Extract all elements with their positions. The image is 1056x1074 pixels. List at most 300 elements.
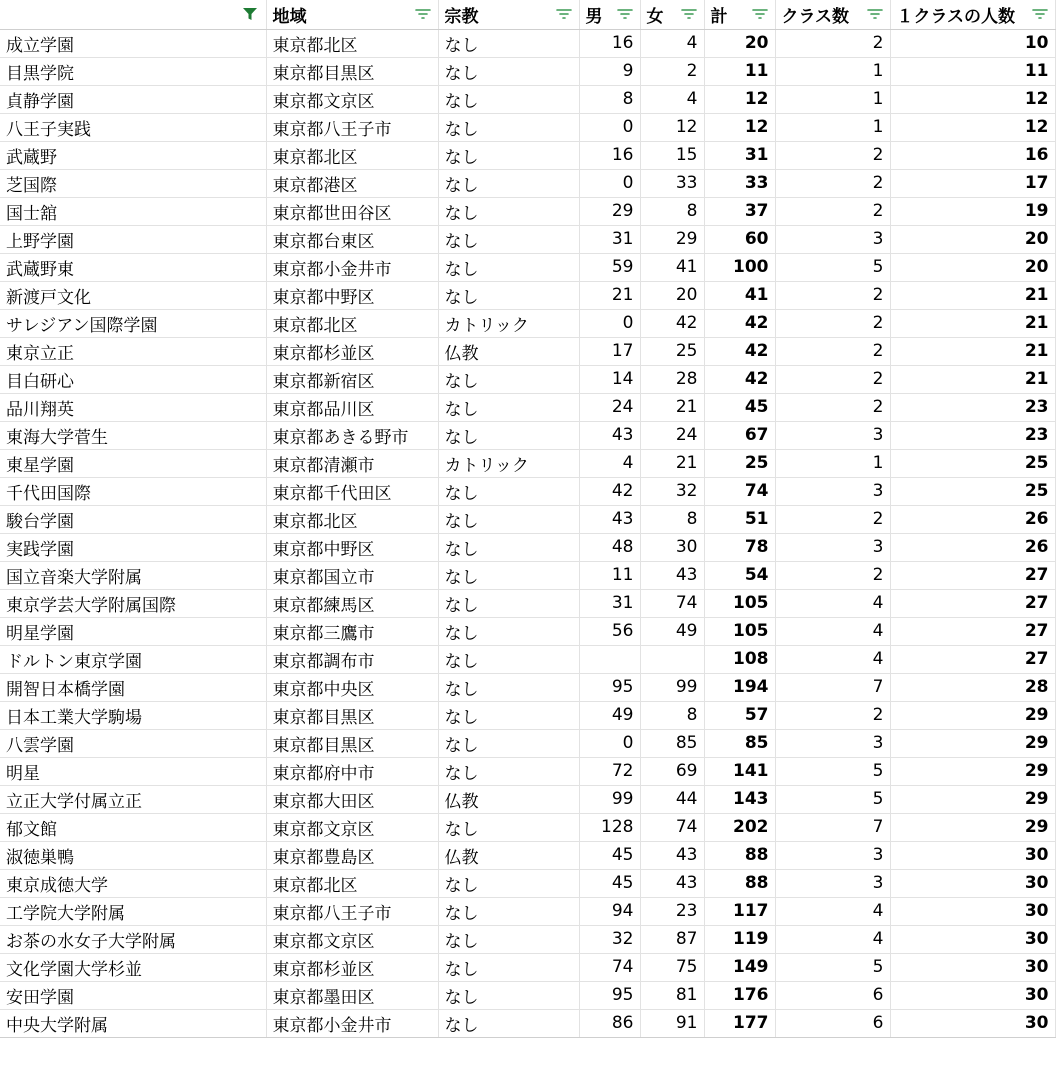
school-name-cell[interactable]: 貞静学園 [0, 85, 266, 113]
per-class-cell[interactable]: 29 [890, 701, 1055, 729]
total-cell[interactable]: 74 [704, 477, 775, 505]
male-count-cell[interactable]: 31 [579, 225, 640, 253]
table-row[interactable] [0, 197, 1055, 225]
school-name-cell[interactable]: 明星 [0, 757, 266, 785]
male-count-cell[interactable]: 45 [579, 841, 640, 869]
per-class-cell[interactable]: 23 [890, 421, 1055, 449]
region-cell[interactable]: 東京都新宿区 [266, 365, 438, 393]
male-count-cell[interactable]: 14 [579, 365, 640, 393]
class-count-cell[interactable]: 7 [775, 673, 890, 701]
male-count-cell[interactable]: 0 [579, 729, 640, 757]
female-count-cell[interactable]: 20 [640, 281, 704, 309]
table-row[interactable] [0, 981, 1055, 1009]
religion-cell[interactable]: なし [438, 533, 579, 561]
female-count-cell[interactable]: 74 [640, 813, 704, 841]
male-count-cell[interactable] [579, 645, 640, 673]
school-name-cell[interactable]: ドルトン東京学園 [0, 645, 266, 673]
class-count-cell[interactable]: 4 [775, 645, 890, 673]
religion-cell[interactable]: なし [438, 169, 579, 197]
per-class-cell[interactable]: 30 [890, 953, 1055, 981]
religion-cell[interactable]: 仏教 [438, 785, 579, 813]
male-count-cell[interactable]: 49 [579, 701, 640, 729]
class-count-cell[interactable]: 6 [775, 981, 890, 1009]
column-header-class-count[interactable] [775, 0, 890, 29]
female-count-cell[interactable]: 69 [640, 757, 704, 785]
table-row[interactable] [0, 589, 1055, 617]
female-count-cell[interactable]: 43 [640, 869, 704, 897]
per-class-cell[interactable]: 30 [890, 1009, 1055, 1037]
religion-cell[interactable]: なし [438, 757, 579, 785]
male-count-cell[interactable]: 43 [579, 505, 640, 533]
class-count-cell[interactable]: 3 [775, 225, 890, 253]
school-name-cell[interactable]: 立正大学付属立正 [0, 785, 266, 813]
female-count-cell[interactable]: 28 [640, 365, 704, 393]
male-count-cell[interactable]: 8 [579, 85, 640, 113]
column-header-total[interactable] [704, 0, 775, 29]
region-cell[interactable]: 東京都国立市 [266, 561, 438, 589]
column-header-school[interactable] [0, 0, 266, 29]
region-cell[interactable]: 東京都世田谷区 [266, 197, 438, 225]
region-cell[interactable]: 東京都杉並区 [266, 337, 438, 365]
class-count-cell[interactable]: 2 [775, 337, 890, 365]
per-class-cell[interactable]: 23 [890, 393, 1055, 421]
religion-cell[interactable]: なし [438, 477, 579, 505]
male-count-cell[interactable]: 29 [579, 197, 640, 225]
class-count-cell[interactable]: 3 [775, 729, 890, 757]
female-count-cell[interactable]: 30 [640, 533, 704, 561]
religion-cell[interactable]: なし [438, 393, 579, 421]
filter-icon[interactable] [1031, 7, 1049, 21]
religion-cell[interactable]: なし [438, 197, 579, 225]
school-name-cell[interactable]: サレジアン国際学園 [0, 309, 266, 337]
school-name-cell[interactable]: 国士舘 [0, 197, 266, 225]
male-count-cell[interactable]: 72 [579, 757, 640, 785]
school-name-cell[interactable]: 上野学園 [0, 225, 266, 253]
per-class-cell[interactable]: 30 [890, 925, 1055, 953]
female-count-cell[interactable] [640, 645, 704, 673]
female-count-cell[interactable]: 41 [640, 253, 704, 281]
female-count-cell[interactable]: 15 [640, 141, 704, 169]
school-name-cell[interactable]: 明星学園 [0, 617, 266, 645]
religion-cell[interactable]: なし [438, 981, 579, 1009]
religion-cell[interactable]: なし [438, 1009, 579, 1037]
per-class-cell[interactable]: 27 [890, 617, 1055, 645]
school-name-cell[interactable]: 八王子実践 [0, 113, 266, 141]
male-count-cell[interactable]: 9 [579, 57, 640, 85]
class-count-cell[interactable]: 5 [775, 253, 890, 281]
region-cell[interactable]: 東京都文京区 [266, 813, 438, 841]
total-cell[interactable]: 78 [704, 533, 775, 561]
female-count-cell[interactable]: 75 [640, 953, 704, 981]
table-row[interactable] [0, 141, 1055, 169]
female-count-cell[interactable]: 43 [640, 841, 704, 869]
table-row[interactable] [0, 29, 1055, 57]
class-count-cell[interactable]: 4 [775, 925, 890, 953]
class-count-cell[interactable]: 2 [775, 29, 890, 57]
female-count-cell[interactable]: 8 [640, 197, 704, 225]
female-count-cell[interactable]: 24 [640, 421, 704, 449]
female-count-cell[interactable]: 21 [640, 393, 704, 421]
filter-icon[interactable] [616, 7, 634, 21]
religion-cell[interactable]: なし [438, 589, 579, 617]
region-cell[interactable]: 東京都千代田区 [266, 477, 438, 505]
region-cell[interactable]: 東京都品川区 [266, 393, 438, 421]
male-count-cell[interactable]: 0 [579, 169, 640, 197]
total-cell[interactable]: 42 [704, 337, 775, 365]
school-name-cell[interactable]: 文化学園大学杉並 [0, 953, 266, 981]
per-class-cell[interactable]: 30 [890, 981, 1055, 1009]
school-name-cell[interactable]: 目白研心 [0, 365, 266, 393]
total-cell[interactable]: 20 [704, 29, 775, 57]
region-cell[interactable]: 東京都小金井市 [266, 1009, 438, 1037]
region-cell[interactable]: 東京都墨田区 [266, 981, 438, 1009]
female-count-cell[interactable]: 29 [640, 225, 704, 253]
class-count-cell[interactable]: 2 [775, 365, 890, 393]
region-cell[interactable]: 東京都中央区 [266, 673, 438, 701]
per-class-cell[interactable]: 16 [890, 141, 1055, 169]
school-name-cell[interactable]: 東星学園 [0, 449, 266, 477]
religion-cell[interactable]: なし [438, 113, 579, 141]
religion-cell[interactable]: なし [438, 813, 579, 841]
region-cell[interactable]: 東京都北区 [266, 309, 438, 337]
table-row[interactable] [0, 169, 1055, 197]
religion-cell[interactable]: カトリック [438, 449, 579, 477]
table-row[interactable] [0, 449, 1055, 477]
total-cell[interactable]: 119 [704, 925, 775, 953]
per-class-cell[interactable]: 21 [890, 281, 1055, 309]
per-class-cell[interactable]: 11 [890, 57, 1055, 85]
school-name-cell[interactable]: 郁文館 [0, 813, 266, 841]
religion-cell[interactable]: なし [438, 365, 579, 393]
male-count-cell[interactable]: 21 [579, 281, 640, 309]
male-count-cell[interactable]: 48 [579, 533, 640, 561]
male-count-cell[interactable]: 95 [579, 981, 640, 1009]
class-count-cell[interactable]: 3 [775, 869, 890, 897]
class-count-cell[interactable]: 2 [775, 309, 890, 337]
religion-cell[interactable]: なし [438, 701, 579, 729]
male-count-cell[interactable]: 0 [579, 309, 640, 337]
school-name-cell[interactable]: 国立音楽大学附属 [0, 561, 266, 589]
school-name-cell[interactable]: お茶の水女子大学附属 [0, 925, 266, 953]
per-class-cell[interactable]: 12 [890, 113, 1055, 141]
table-row[interactable] [0, 1009, 1055, 1037]
region-cell[interactable]: 東京都府中市 [266, 757, 438, 785]
per-class-cell[interactable]: 21 [890, 337, 1055, 365]
table-row[interactable] [0, 729, 1055, 757]
table-row[interactable] [0, 281, 1055, 309]
religion-cell[interactable]: なし [438, 225, 579, 253]
per-class-cell[interactable]: 10 [890, 29, 1055, 57]
total-cell[interactable]: 143 [704, 785, 775, 813]
class-count-cell[interactable]: 2 [775, 393, 890, 421]
per-class-cell[interactable]: 25 [890, 449, 1055, 477]
school-name-cell[interactable]: 淑徳巣鴨 [0, 841, 266, 869]
total-cell[interactable]: 88 [704, 841, 775, 869]
total-cell[interactable]: 117 [704, 897, 775, 925]
region-cell[interactable]: 東京都中野区 [266, 533, 438, 561]
table-row[interactable] [0, 113, 1055, 141]
table-row[interactable] [0, 57, 1055, 85]
table-row[interactable] [0, 253, 1055, 281]
per-class-cell[interactable]: 26 [890, 505, 1055, 533]
region-cell[interactable]: 東京都調布市 [266, 645, 438, 673]
per-class-cell[interactable]: 17 [890, 169, 1055, 197]
table-row[interactable] [0, 309, 1055, 337]
class-count-cell[interactable]: 6 [775, 1009, 890, 1037]
religion-cell[interactable]: なし [438, 85, 579, 113]
total-cell[interactable]: 11 [704, 57, 775, 85]
table-row[interactable] [0, 953, 1055, 981]
religion-cell[interactable]: なし [438, 57, 579, 85]
table-row[interactable] [0, 645, 1055, 673]
female-count-cell[interactable]: 32 [640, 477, 704, 505]
school-name-cell[interactable]: 駿台学園 [0, 505, 266, 533]
female-count-cell[interactable]: 91 [640, 1009, 704, 1037]
table-row[interactable] [0, 813, 1055, 841]
class-count-cell[interactable]: 2 [775, 561, 890, 589]
class-count-cell[interactable]: 5 [775, 953, 890, 981]
filter-icon[interactable] [555, 7, 573, 21]
total-cell[interactable]: 41 [704, 281, 775, 309]
religion-cell[interactable]: なし [438, 953, 579, 981]
total-cell[interactable]: 54 [704, 561, 775, 589]
school-name-cell[interactable]: 千代田国際 [0, 477, 266, 505]
female-count-cell[interactable]: 12 [640, 113, 704, 141]
total-cell[interactable]: 141 [704, 757, 775, 785]
female-count-cell[interactable]: 81 [640, 981, 704, 1009]
per-class-cell[interactable]: 30 [890, 897, 1055, 925]
region-cell[interactable]: 東京都目黒区 [266, 729, 438, 757]
per-class-cell[interactable]: 21 [890, 309, 1055, 337]
region-cell[interactable]: 東京都八王子市 [266, 113, 438, 141]
total-cell[interactable]: 85 [704, 729, 775, 757]
male-count-cell[interactable]: 94 [579, 897, 640, 925]
region-cell[interactable]: 東京都目黒区 [266, 57, 438, 85]
table-row[interactable] [0, 365, 1055, 393]
religion-cell[interactable]: 仏教 [438, 841, 579, 869]
total-cell[interactable]: 37 [704, 197, 775, 225]
total-cell[interactable]: 177 [704, 1009, 775, 1037]
table-row[interactable] [0, 477, 1055, 505]
religion-cell[interactable]: カトリック [438, 309, 579, 337]
per-class-cell[interactable]: 29 [890, 813, 1055, 841]
total-cell[interactable]: 202 [704, 813, 775, 841]
class-count-cell[interactable]: 3 [775, 421, 890, 449]
class-count-cell[interactable]: 2 [775, 197, 890, 225]
total-cell[interactable]: 51 [704, 505, 775, 533]
male-count-cell[interactable]: 74 [579, 953, 640, 981]
male-count-cell[interactable]: 0 [579, 113, 640, 141]
column-header-region[interactable] [266, 0, 438, 29]
class-count-cell[interactable]: 4 [775, 617, 890, 645]
per-class-cell[interactable]: 29 [890, 785, 1055, 813]
class-count-cell[interactable]: 4 [775, 897, 890, 925]
filter-icon[interactable] [751, 7, 769, 21]
region-cell[interactable]: 東京都中野区 [266, 281, 438, 309]
per-class-cell[interactable]: 12 [890, 85, 1055, 113]
male-count-cell[interactable]: 17 [579, 337, 640, 365]
female-count-cell[interactable]: 87 [640, 925, 704, 953]
total-cell[interactable]: 25 [704, 449, 775, 477]
region-cell[interactable]: 東京都清瀬市 [266, 449, 438, 477]
per-class-cell[interactable]: 19 [890, 197, 1055, 225]
female-count-cell[interactable]: 23 [640, 897, 704, 925]
female-count-cell[interactable]: 44 [640, 785, 704, 813]
male-count-cell[interactable]: 31 [579, 589, 640, 617]
table-row[interactable] [0, 421, 1055, 449]
class-count-cell[interactable]: 3 [775, 477, 890, 505]
table-row[interactable] [0, 869, 1055, 897]
school-name-cell[interactable]: 工学院大学附属 [0, 897, 266, 925]
female-count-cell[interactable]: 85 [640, 729, 704, 757]
region-cell[interactable]: 東京都豊島区 [266, 841, 438, 869]
table-row[interactable] [0, 505, 1055, 533]
female-count-cell[interactable]: 49 [640, 617, 704, 645]
table-row[interactable] [0, 673, 1055, 701]
male-count-cell[interactable]: 32 [579, 925, 640, 953]
male-count-cell[interactable]: 56 [579, 617, 640, 645]
school-name-cell[interactable]: 新渡戸文化 [0, 281, 266, 309]
school-name-cell[interactable]: 目黒学院 [0, 57, 266, 85]
class-count-cell[interactable]: 3 [775, 533, 890, 561]
region-cell[interactable]: 東京都北区 [266, 29, 438, 57]
school-name-cell[interactable]: 実践学園 [0, 533, 266, 561]
per-class-cell[interactable]: 27 [890, 589, 1055, 617]
female-count-cell[interactable]: 33 [640, 169, 704, 197]
male-count-cell[interactable]: 99 [579, 785, 640, 813]
male-count-cell[interactable]: 43 [579, 421, 640, 449]
male-count-cell[interactable]: 95 [579, 673, 640, 701]
table-row[interactable] [0, 337, 1055, 365]
per-class-cell[interactable]: 30 [890, 869, 1055, 897]
total-cell[interactable]: 88 [704, 869, 775, 897]
religion-cell[interactable]: なし [438, 925, 579, 953]
female-count-cell[interactable]: 99 [640, 673, 704, 701]
per-class-cell[interactable]: 28 [890, 673, 1055, 701]
total-cell[interactable]: 108 [704, 645, 775, 673]
total-cell[interactable]: 60 [704, 225, 775, 253]
per-class-cell[interactable]: 20 [890, 253, 1055, 281]
total-cell[interactable]: 176 [704, 981, 775, 1009]
per-class-cell[interactable]: 27 [890, 561, 1055, 589]
class-count-cell[interactable]: 4 [775, 589, 890, 617]
school-name-cell[interactable]: 東京学芸大学附属国際 [0, 589, 266, 617]
religion-cell[interactable]: なし [438, 673, 579, 701]
female-count-cell[interactable]: 4 [640, 85, 704, 113]
school-name-cell[interactable]: 芝国際 [0, 169, 266, 197]
class-count-cell[interactable]: 5 [775, 757, 890, 785]
total-cell[interactable]: 42 [704, 309, 775, 337]
total-cell[interactable]: 12 [704, 85, 775, 113]
total-cell[interactable]: 33 [704, 169, 775, 197]
total-cell[interactable]: 45 [704, 393, 775, 421]
table-row[interactable] [0, 561, 1055, 589]
school-name-cell[interactable]: 開智日本橋学園 [0, 673, 266, 701]
total-cell[interactable]: 12 [704, 113, 775, 141]
religion-cell[interactable]: なし [438, 253, 579, 281]
table-row[interactable] [0, 925, 1055, 953]
column-header-religion[interactable] [438, 0, 579, 29]
school-name-cell[interactable]: 中央大学附属 [0, 1009, 266, 1037]
class-count-cell[interactable]: 2 [775, 505, 890, 533]
filter-icon[interactable] [866, 7, 884, 21]
filter-active-icon[interactable] [242, 7, 260, 21]
female-count-cell[interactable]: 25 [640, 337, 704, 365]
filter-icon[interactable] [414, 7, 432, 21]
school-name-cell[interactable]: 八雲学園 [0, 729, 266, 757]
male-count-cell[interactable]: 4 [579, 449, 640, 477]
total-cell[interactable]: 57 [704, 701, 775, 729]
region-cell[interactable]: 東京都北区 [266, 141, 438, 169]
class-count-cell[interactable]: 2 [775, 701, 890, 729]
religion-cell[interactable]: なし [438, 505, 579, 533]
total-cell[interactable]: 31 [704, 141, 775, 169]
region-cell[interactable]: 東京都港区 [266, 169, 438, 197]
class-count-cell[interactable]: 3 [775, 841, 890, 869]
school-name-cell[interactable]: 安田学園 [0, 981, 266, 1009]
region-cell[interactable]: 東京都文京区 [266, 925, 438, 953]
religion-cell[interactable]: なし [438, 141, 579, 169]
class-count-cell[interactable]: 1 [775, 57, 890, 85]
religion-cell[interactable]: 仏教 [438, 337, 579, 365]
region-cell[interactable]: 東京都目黒区 [266, 701, 438, 729]
per-class-cell[interactable]: 21 [890, 365, 1055, 393]
table-row[interactable] [0, 757, 1055, 785]
table-row[interactable] [0, 897, 1055, 925]
region-cell[interactable]: 東京都あきる野市 [266, 421, 438, 449]
male-count-cell[interactable]: 16 [579, 141, 640, 169]
region-cell[interactable]: 東京都文京区 [266, 85, 438, 113]
total-cell[interactable]: 100 [704, 253, 775, 281]
religion-cell[interactable]: なし [438, 645, 579, 673]
female-count-cell[interactable]: 2 [640, 57, 704, 85]
female-count-cell[interactable]: 42 [640, 309, 704, 337]
school-name-cell[interactable]: 東海大学菅生 [0, 421, 266, 449]
class-count-cell[interactable]: 7 [775, 813, 890, 841]
class-count-cell[interactable]: 2 [775, 141, 890, 169]
total-cell[interactable]: 105 [704, 617, 775, 645]
region-cell[interactable]: 東京都北区 [266, 505, 438, 533]
female-count-cell[interactable]: 43 [640, 561, 704, 589]
school-name-cell[interactable]: 品川翔英 [0, 393, 266, 421]
school-name-cell[interactable]: 東京立正 [0, 337, 266, 365]
filter-icon[interactable] [680, 7, 698, 21]
school-name-cell[interactable]: 日本工業大学駒場 [0, 701, 266, 729]
male-count-cell[interactable]: 16 [579, 29, 640, 57]
male-count-cell[interactable]: 128 [579, 813, 640, 841]
total-cell[interactable]: 67 [704, 421, 775, 449]
table-row[interactable] [0, 617, 1055, 645]
male-count-cell[interactable]: 11 [579, 561, 640, 589]
region-cell[interactable]: 東京都北区 [266, 869, 438, 897]
region-cell[interactable]: 東京都三鷹市 [266, 617, 438, 645]
per-class-cell[interactable]: 27 [890, 645, 1055, 673]
religion-cell[interactable]: なし [438, 421, 579, 449]
class-count-cell[interactable]: 5 [775, 785, 890, 813]
per-class-cell[interactable]: 25 [890, 477, 1055, 505]
region-cell[interactable]: 東京都八王子市 [266, 897, 438, 925]
table-row[interactable] [0, 533, 1055, 561]
male-count-cell[interactable]: 59 [579, 253, 640, 281]
religion-cell[interactable]: なし [438, 617, 579, 645]
religion-cell[interactable]: なし [438, 869, 579, 897]
total-cell[interactable]: 194 [704, 673, 775, 701]
female-count-cell[interactable]: 21 [640, 449, 704, 477]
religion-cell[interactable]: なし [438, 897, 579, 925]
school-name-cell[interactable]: 武蔵野 [0, 141, 266, 169]
per-class-cell[interactable]: 30 [890, 841, 1055, 869]
class-count-cell[interactable]: 1 [775, 449, 890, 477]
